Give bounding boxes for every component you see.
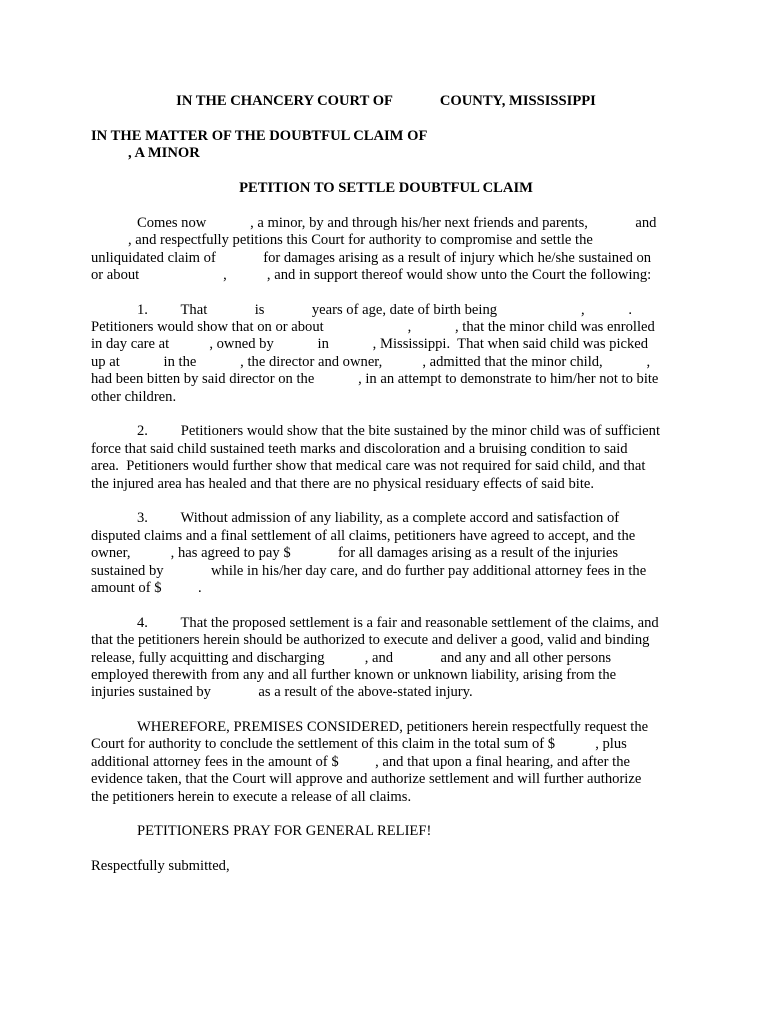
text-line: sustained by while in his/her day care, and do further pay additional attorney fees in the (91, 562, 647, 579)
text-line: 3. Without admission of any liability, as a complete accord and satisfaction of (137, 510, 620, 527)
text-line: 4. That the proposed settlement is a fair and reasonable settlement of the claims, and (137, 614, 659, 631)
closing-line: Respectfully submitted, (91, 858, 230, 875)
text-line: evidence taken, that the Court will approve and authorize settlement and will further authorize (91, 771, 642, 788)
text-line: 2. Petitioners would show that the bite sustained by the minor child was of sufficient (137, 423, 661, 440)
intro-paragraph (91, 215, 681, 285)
text-line: WHEREFORE, PREMISES CONSIDERED, petitioners herein respectfully request the (137, 719, 649, 736)
text-line: injuries sustained by as a result of the above-stated injury. (91, 684, 473, 701)
text-line: owner, , has agreed to pay $ for all damages arising as a result of the injuries (91, 545, 619, 562)
text-line: had been bitten by said director on the , in an attempt to demonstrate to him/her not to bite (91, 371, 659, 388)
prayer-line: PETITIONERS PRAY FOR GENERAL RELIEF! (137, 823, 432, 840)
text-line: release, fully acquitting and discharging , and and any and all other persons (91, 649, 612, 666)
text-line: the injured area has healed and that there are no physical residuary effects of said bite. (91, 475, 594, 492)
text-line: area. Petitioners would further show that medical care was not required for said child, and that (91, 458, 646, 475)
matter-line-2: , A MINOR (128, 145, 200, 162)
text-line: 1. That is years of age, date of birth being , . (137, 301, 633, 318)
text-line: amount of $ . (91, 579, 202, 596)
text-line: employed therewith from any and all further known or unknown liability, arising from the (91, 666, 617, 683)
court-title: IN THE CHANCERY COURT OF COUNTY, MISSISSIPPI (176, 93, 596, 109)
wherefore-paragraph (91, 719, 681, 806)
text-line: other children. (91, 388, 177, 405)
text-line: Court for authority to conclude the settlement of this claim in the total sum of $ , plus (91, 736, 627, 753)
text-line: up at in the , the director and owner, , admitted that the minor child, , (91, 353, 651, 370)
text-line: or about , , and in support thereof would show unto the Court the following: (91, 266, 652, 283)
text-line: the petitioners herein to execute a release of all claims. (91, 788, 412, 805)
text-line: in day care at , owned by in , Mississippi. That when said child was picked (91, 336, 649, 353)
text-line: Petitioners would show that on or about , , that the minor child was enrolled (91, 319, 655, 336)
text-line: that the petitioners herein should be authorized to execute and deliver a good, valid and binding (91, 632, 650, 649)
paragraph-1 (91, 302, 681, 406)
text-line: force that said child sustained teeth marks and discoloration and a bruising condition to said (91, 440, 628, 457)
paragraph-2 (91, 423, 681, 493)
text-line: unliquidated claim of for damages arising as a result of injury which he/she sustained on (91, 249, 652, 266)
text-line: additional attorney fees in the amount of $ , and that upon a final hearing, and after the (91, 753, 630, 770)
petition-title: PETITION TO SETTLE DOUBTFUL CLAIM (239, 179, 533, 196)
text-line: , and respectfully petitions this Court for authority to compromise and settle the (128, 232, 593, 249)
text-line: disputed claims and a final settlement of all claims, petitioners have agreed to accept, and the (91, 527, 636, 544)
paragraph-3 (91, 510, 681, 597)
text-line: Comes now , a minor, by and through his/her next friends and parents, and (137, 214, 657, 231)
paragraph-4 (91, 615, 681, 702)
matter-line-1: IN THE MATTER OF THE DOUBTFUL CLAIM OF (91, 127, 428, 144)
document-page (91, 93, 681, 876)
